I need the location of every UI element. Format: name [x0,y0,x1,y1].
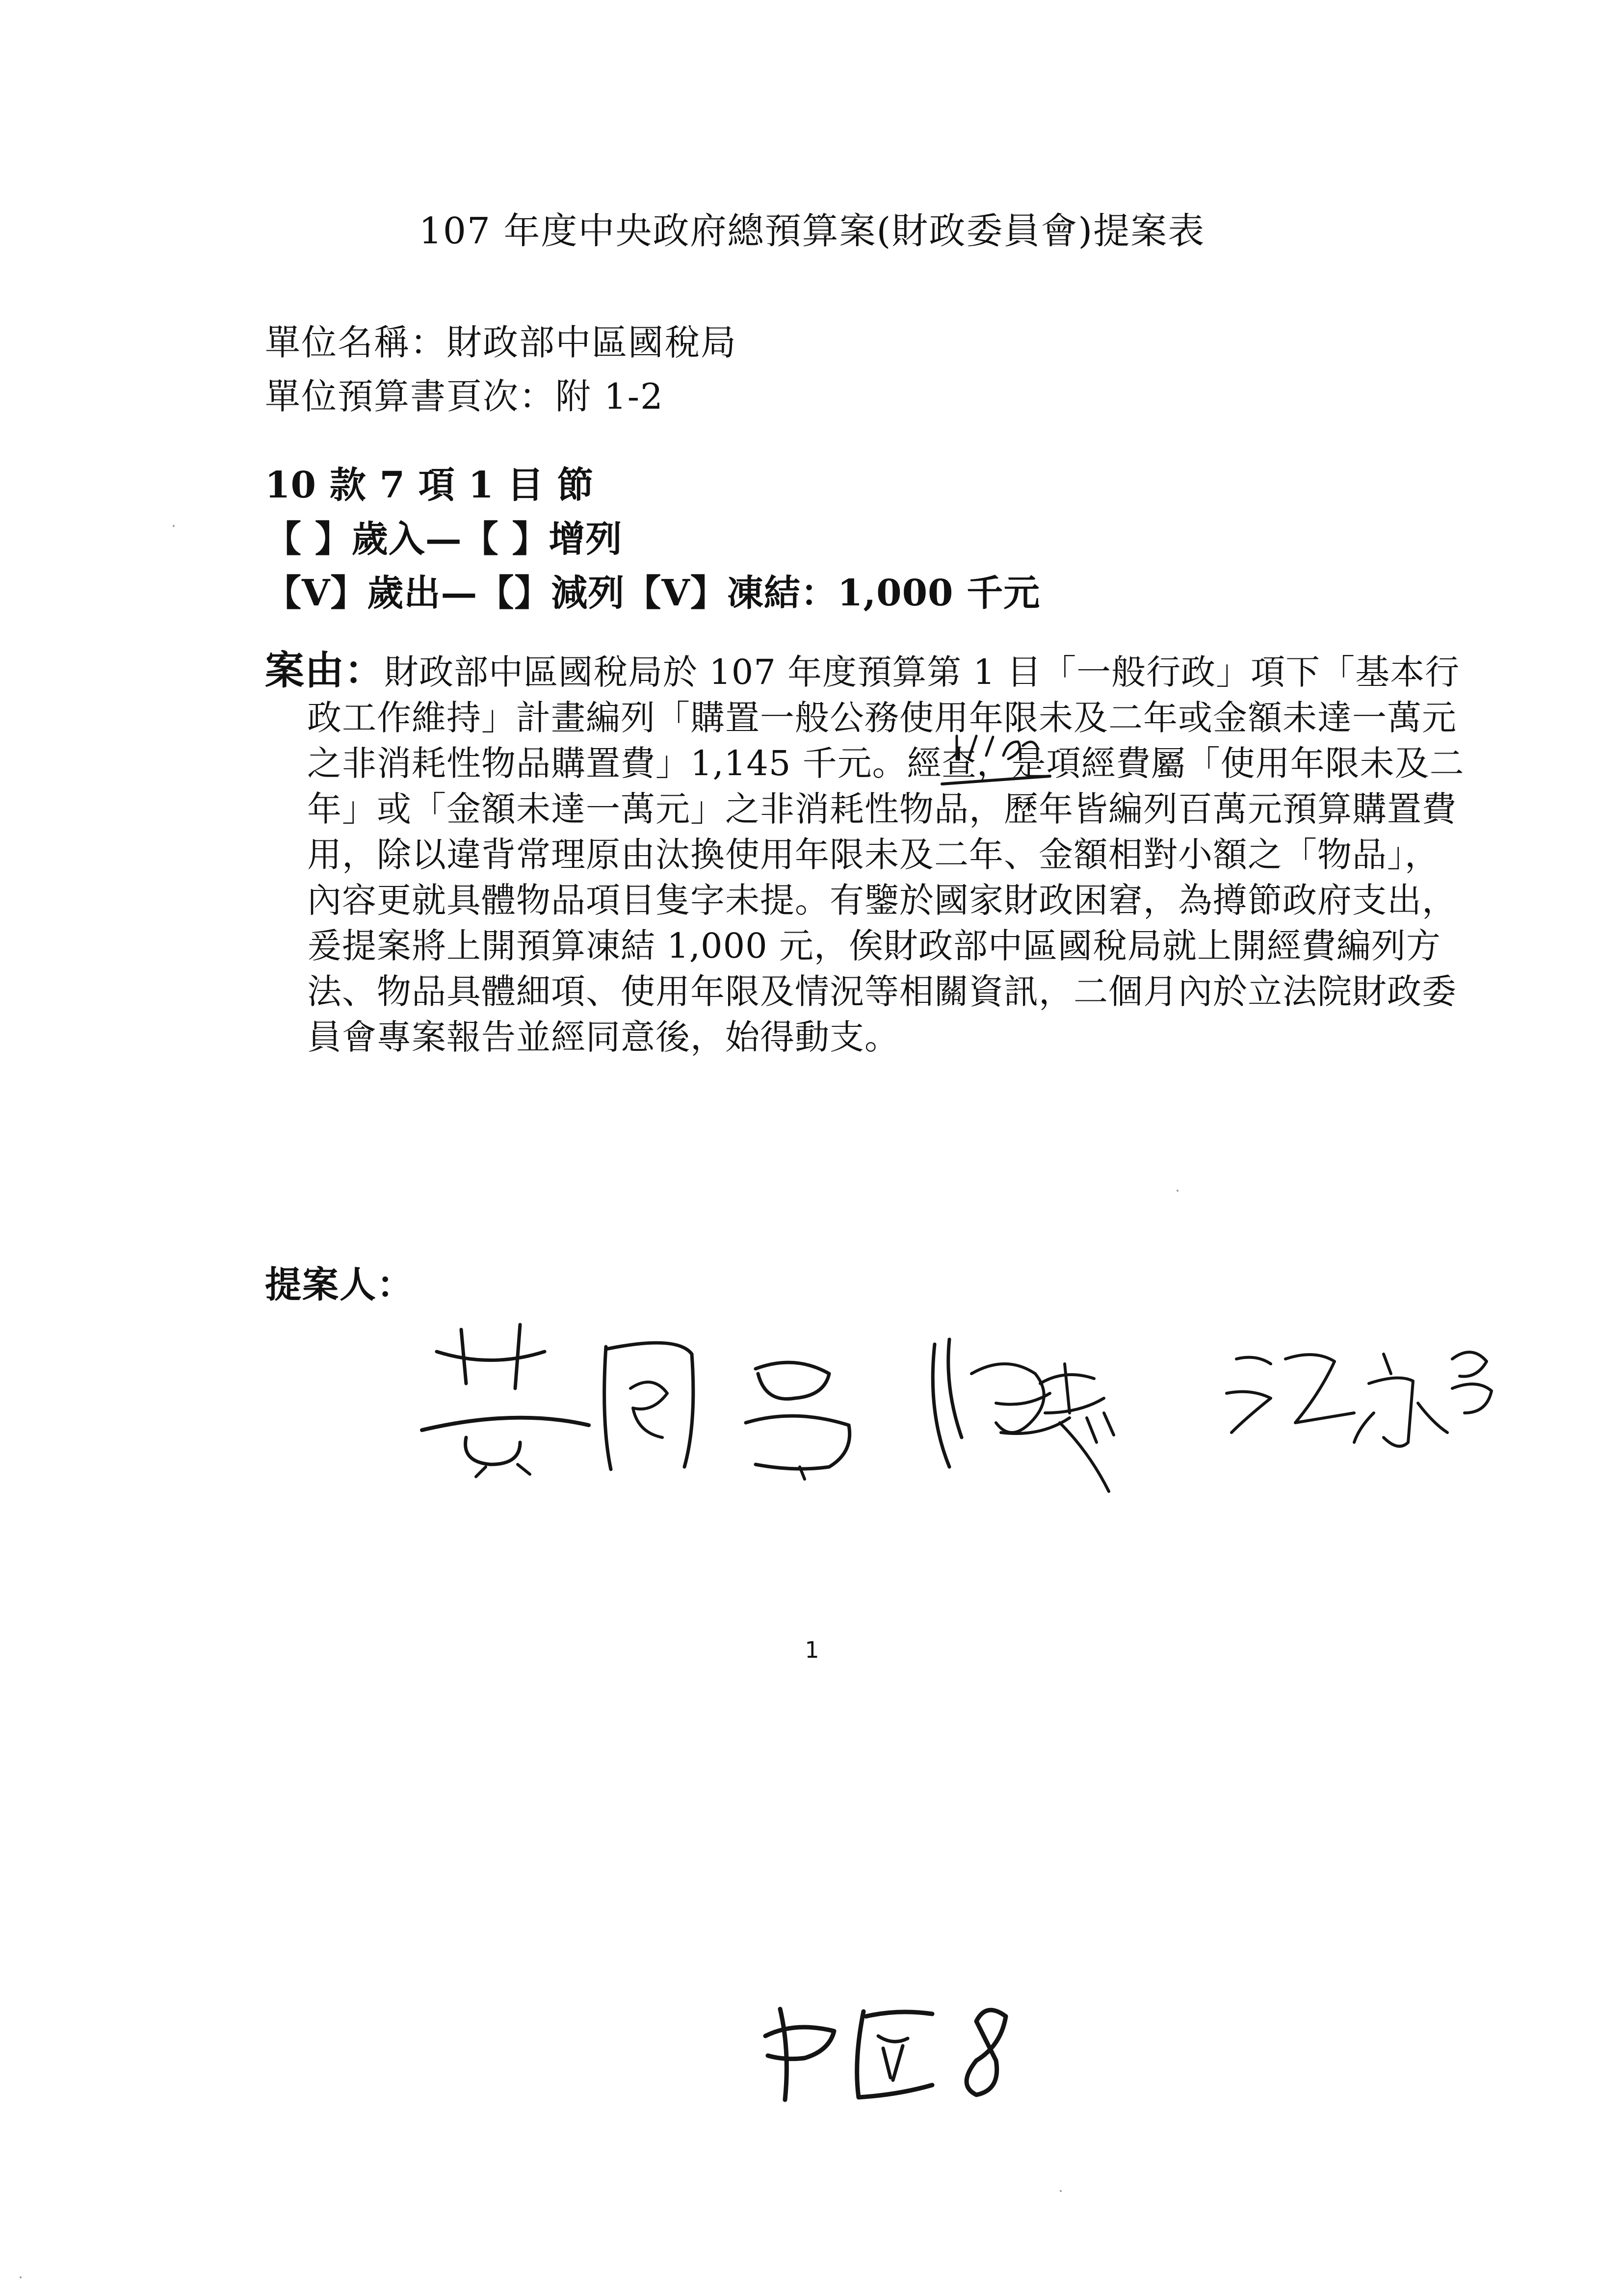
signature-hsiao-bi-khim [933,1339,1114,1491]
scan-speck [1060,2190,1062,2192]
page-number: 1 [805,1637,819,1663]
proposer-label: 提案人： [265,1264,414,1306]
scan-speck [20,2276,22,2278]
scan-speck [173,525,175,527]
income-line: 【 】歲入—【 】增列 [265,518,623,560]
signature-huang-kuo-chang [422,1325,850,1479]
reason-label: 案由： [265,647,384,693]
handwritten-correction [942,736,1050,784]
signature-chiang-yung-chang [1227,1352,1492,1446]
reason-text: 財政部中區國稅局於 107 年度預算第 1 目「一般行政」項下「基本行政工作維持」計畫編列「購置一般公務使用年限未及二年或金額未達一萬元之非消耗性物品購置費」1,145 千元。經查，是項經費屬「使用年限未及二年」或「金額未達一萬元」之非消耗性物品，歷年皆編列百萬元預算購置費用，除以違背常理原由汰換使用年限未及二年、金額相對小額之「物品」，內容更就具體物品項目隻字未提。有鑒於國家財政困窘，為撙節政府支出，爰提案將上開預算凍結 1,000 元，俟財政部中區國稅局就上開經費編列方法、物品具體細項、使用年限及情況等相關資訊，二個月內於立法院財政委員會專案報告並經同意後，始得動支。 [307,652,1465,1057]
expenditure-line: 【V】歲出—【】減列【V】凍結：1,000 千元 [265,572,1041,614]
section-line: 10 款 7 項 1 目 節 [265,464,594,506]
document-title: 107 年度中央政府總預算案(財政委員會)提案表 [419,210,1205,252]
handwritten-note-zhongqu-8 [765,2009,1006,2100]
scan-speck [1177,1190,1179,1192]
unit-name-line: 單位名稱：財政部中區國稅局 [265,322,737,363]
budget-page-line: 單位預算書頁次：附 1-2 [265,376,664,417]
